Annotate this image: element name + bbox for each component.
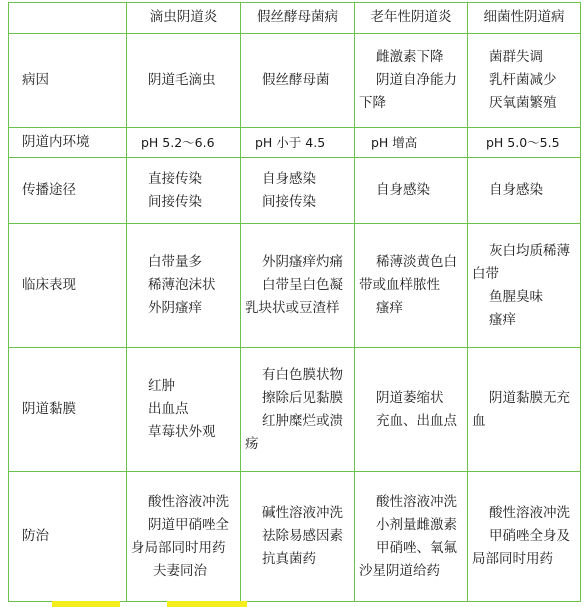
row-mucosa: [9, 348, 581, 472]
cell-line: 阴道萎缩状: [376, 389, 444, 406]
table-cell: [468, 34, 581, 128]
cell-line: 稀薄泡沫状: [148, 277, 216, 293]
header-blank: [9, 3, 127, 34]
table-cell: [127, 224, 241, 348]
table-cell: [355, 348, 468, 472]
table-cell: [127, 348, 241, 472]
table-cell: [241, 158, 355, 224]
table-cell: [241, 128, 355, 158]
cell-line: 小剂量雌激素: [376, 516, 457, 533]
table-cell: [241, 224, 355, 348]
cell-line: 自身感染: [489, 182, 543, 198]
cell-line: 擦除后见黏膜: [262, 389, 343, 406]
cell-line: 草莓状外观: [148, 424, 216, 440]
cell-line: pH 5.0～5.5: [486, 135, 560, 150]
highlight-mark: [167, 601, 247, 607]
cell-line: 下降: [359, 95, 386, 111]
cell-line: 身局部同时用药: [131, 539, 226, 556]
header-candida: 假丝酵母菌病: [241, 3, 355, 34]
table-cell: [127, 158, 241, 224]
cell-line: 抗真菌药: [262, 551, 316, 567]
cell-line: 乳块状或豆渣样: [245, 300, 340, 316]
cell-line: 假丝酵母菌: [262, 72, 330, 88]
table-cell: [468, 348, 581, 472]
highlight-mark: [52, 601, 120, 607]
table-cell: [241, 348, 355, 472]
cell-line: 带或血样脓性: [359, 277, 440, 293]
table-cell: [355, 224, 468, 348]
row-ph: [9, 128, 581, 158]
table-cell: [127, 472, 241, 602]
cell-line: 阴道黏膜无充: [489, 389, 570, 406]
row-label: 防治: [9, 472, 127, 602]
cell-line: 外阴瘙痒: [148, 300, 202, 316]
comparison-table: [8, 2, 581, 602]
header-bacterial: 细菌性阴道病: [468, 3, 581, 34]
cell-line: 血: [472, 412, 486, 429]
cell-line: 白带呈白色凝: [262, 277, 343, 293]
cell-line: 瘙痒: [489, 311, 516, 328]
row-label: 阴道黏膜: [9, 348, 127, 472]
cell-line: 鱼腥臭味: [489, 288, 543, 305]
cell-line: 酸性溶液冲洗: [376, 493, 457, 510]
cell-line: 菌群失调: [489, 49, 543, 65]
table-cell: [468, 128, 581, 158]
cell-line: 阴道甲硝唑全: [148, 516, 229, 533]
table-cell: [468, 224, 581, 348]
row-symptoms: [9, 224, 581, 348]
table-cell: [127, 34, 241, 128]
cell-line: 间接传染: [148, 193, 202, 210]
row-label: 传播途径: [9, 158, 127, 224]
cell-line: 直接传染: [148, 170, 202, 187]
cell-line: 瘙痒: [376, 300, 403, 316]
table-cell: [127, 128, 241, 158]
table-cell: [468, 158, 581, 224]
cell-line: 充血、出血点: [376, 412, 457, 429]
cell-line: 灰白均质稀薄: [489, 242, 570, 259]
cell-line: 自身感染: [376, 182, 430, 198]
row-transmission: [9, 158, 581, 224]
cell-line: 阴道毛滴虫: [148, 72, 216, 88]
cell-line: 乳杆菌减少: [489, 72, 557, 88]
cell-line: 酸性溶液冲洗: [148, 493, 229, 510]
cell-line: 沙星阴道给药: [359, 562, 440, 579]
cell-line: 祛除易感因素: [262, 528, 343, 544]
table-cell: [355, 128, 468, 158]
table-cell: [355, 34, 468, 128]
table-cell: [241, 472, 355, 602]
cell-line: 夫妻同治: [153, 562, 207, 579]
cell-line: 红肿: [148, 378, 175, 394]
cell-line: 厌氧菌繁殖: [489, 95, 557, 111]
cell-line: 有白色膜状物: [262, 366, 343, 383]
table-cell: [355, 472, 468, 602]
cell-line: pH 小于 4.5: [255, 135, 326, 150]
cell-line: 自身感染: [262, 170, 316, 187]
table-cell: [355, 158, 468, 224]
cell-line: 雌激素下降: [376, 49, 444, 65]
row-label: 阴道内环境: [9, 128, 127, 158]
header-senile: 老年性阴道炎: [355, 3, 468, 34]
header-trichomonas: 滴虫阴道炎: [127, 3, 241, 34]
cell-line: 稀薄淡黄色白: [376, 254, 457, 270]
cell-line: 阴道自净能力: [376, 72, 457, 88]
cell-line: 外阴瘙痒灼痛: [262, 254, 343, 270]
cell-line: 局部同时用药: [472, 551, 553, 567]
row-cause: [9, 34, 581, 128]
cell-line: 白带: [472, 265, 499, 282]
row-treatment: [9, 472, 581, 602]
cell-line: 甲硝唑全身及: [489, 528, 570, 544]
cell-line: 酸性溶液冲洗: [489, 505, 570, 521]
cell-line: 疡: [245, 435, 259, 452]
row-label: 临床表现: [9, 224, 127, 348]
cell-line: pH 增高: [371, 135, 418, 150]
row-label: 病因: [9, 34, 127, 128]
cell-line: 出血点: [148, 401, 189, 417]
table-cell: [468, 472, 581, 602]
cell-line: 碱性溶液冲洗: [262, 505, 343, 521]
cell-line: 甲硝唑、氧氟: [376, 539, 457, 556]
cell-line: 间接传染: [262, 193, 316, 210]
table-cell: [241, 34, 355, 128]
header-row: [9, 3, 581, 34]
cell-line: 白带量多: [148, 254, 202, 270]
cell-line: 红肿糜烂或溃: [262, 412, 343, 429]
cell-line: pH 5.2～6.6: [141, 135, 215, 150]
